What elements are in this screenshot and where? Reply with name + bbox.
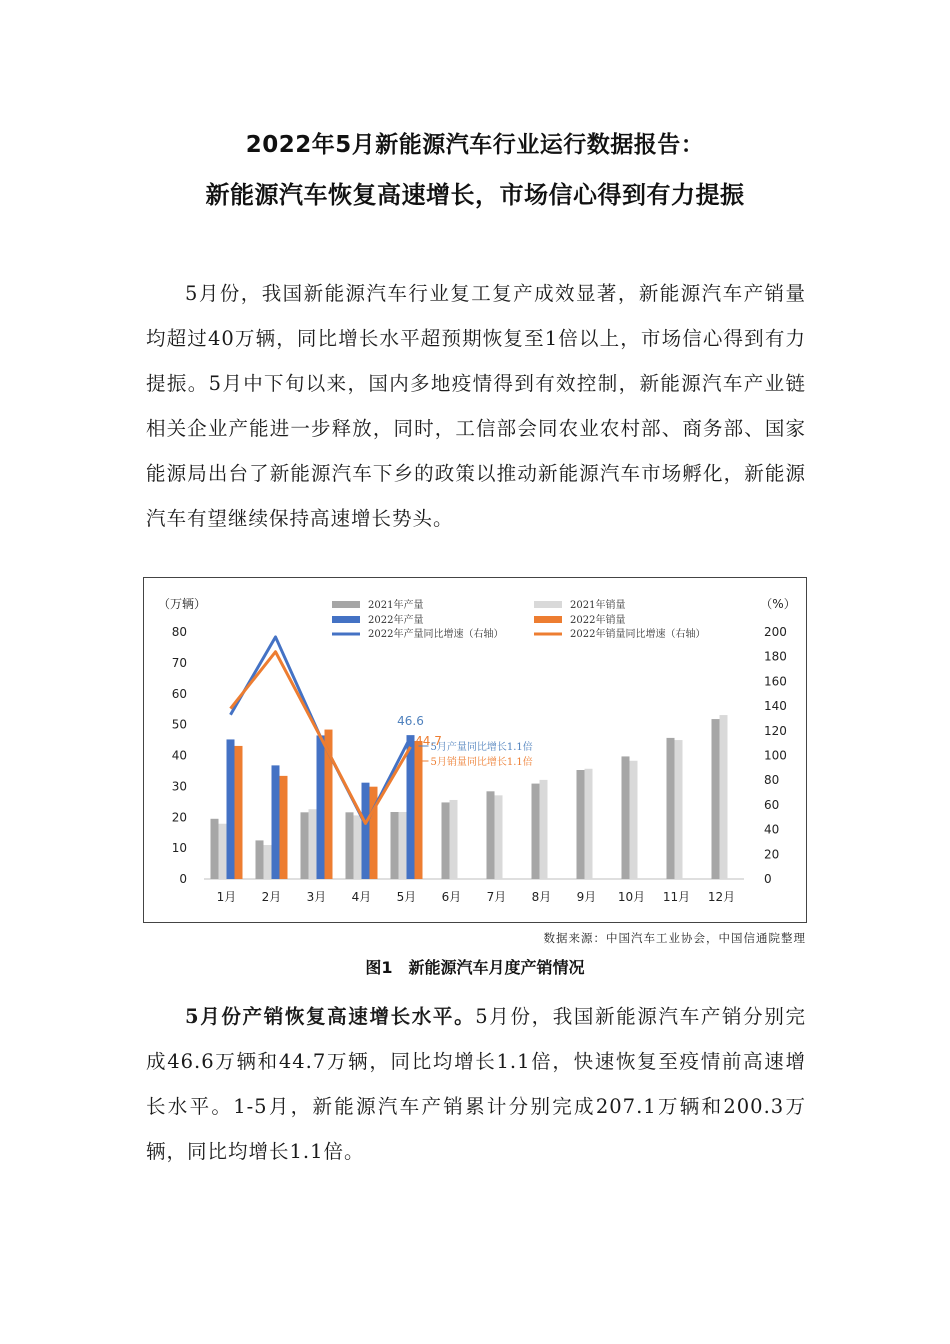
bar-2022年产量 [227,739,235,879]
annotation-text: 5月销量同比增长1.1倍 [430,757,533,768]
legend-swatch [534,616,562,623]
bar-2022年产量 [362,783,370,879]
right-axis-tick: 80 [764,773,780,788]
x-axis-tick: 4月 [351,890,372,904]
left-axis-tick: 0 [179,872,187,886]
bar-2021年产量 [667,738,675,879]
left-axis-tick: 70 [171,655,187,670]
report-title: 2022年5月新能源汽车行业运行数据报告： [245,132,705,158]
source-note: 数据来源：中国汽车工业协会，中国信通院整理 [543,931,806,945]
left-axis-tick: 40 [171,748,187,763]
x-axis-tick: 6月 [441,890,462,904]
right-axis-tick: 100 [764,748,787,763]
bar-2021年销量 [630,761,638,879]
figure-caption: 图1 新能源汽车月度产销情况 [365,958,585,977]
bar-2022年产量 [272,765,280,879]
bar-2021年销量 [495,795,503,879]
bar-2021年销量 [354,815,362,879]
bar-2021年销量 [309,809,317,879]
bar-2021年产量 [712,719,720,879]
legend-label: 2022年产量同比增速（右轴） [368,629,504,640]
production-sales-chart [144,578,808,924]
right-axis-label: （%） [760,597,796,611]
legend-label: 2022年销量同比增速（右轴） [570,629,706,640]
right-axis-tick: 140 [764,699,787,714]
bar-2021年销量 [720,715,728,879]
right-axis-tick: 200 [764,625,787,639]
x-axis-tick: 7月 [486,890,507,904]
x-axis-tick: 8月 [531,890,552,904]
bar-2021年产量 [256,840,264,879]
right-axis-tick: 120 [764,723,787,738]
bar-2021年销量 [219,824,227,879]
legend-swatch [534,601,562,608]
x-axis-tick: 11月 [662,890,691,904]
right-axis-tick: 20 [764,847,780,862]
report-subtitle: 新能源汽车恢复高速增长，市场信心得到有力提振 [205,181,745,209]
bar-2021年产量 [622,756,630,879]
x-axis-tick: 10月 [617,890,646,904]
annotation-text: 5月产量同比增长1.1倍 [430,742,533,753]
legend-swatch [332,601,360,608]
bar-2022年产量 [317,735,325,879]
bar-2022年产量 [407,735,415,879]
bar-2021年销量 [264,845,272,879]
bar-2021年产量 [346,812,354,879]
legend-label: 2021年产量 [368,600,424,611]
bar-2022年销量 [235,746,243,879]
x-axis-tick: 2月 [261,890,282,904]
summary-paragraph [146,994,806,1174]
bar-2021年销量 [399,812,407,879]
left-axis-tick: 30 [171,779,187,794]
x-axis-tick: 1月 [216,890,237,904]
bar-2021年销量 [675,740,683,879]
bar-2021年销量 [450,800,458,879]
right-axis-tick: 160 [764,674,787,689]
data-label: 44.7 [415,733,442,748]
x-axis-tick: 5月 [396,890,417,904]
x-axis-tick: 3月 [306,890,327,904]
bar-2022年销量 [415,741,423,879]
intro-paragraph: 5月份，我国新能源汽车行业复工复产成效显著，新能源汽车产销量均超过40万辆，同比增长水平超预期恢复至1倍以上，市场信心得到有力提振。5月中下旬以来，国内多地疫情得到有效控制，新能源汽车产业链相关企业产能进一步释放，同时，工信部会同农业农村部、商务部、国家能源局出台了新能源汽车下乡的政策以推动新能源汽车市场孵化，新能源汽车有望继续保持高速增长势头。 [146,282,806,530]
bar-2021年产量 [577,770,585,879]
bar-2021年产量 [442,802,450,879]
summary-text: 5月份，我国新能源汽车产销分别完成46.6万辆和44.7万辆，同比均增长1.1倍，快速恢复至疫情前高速增长水平。1-5月，新能源汽车产销累计分别完成207.1万辆和200.3万辆，同比均增长1.1倍。 [146,1005,806,1163]
x-axis-tick: 9月 [576,890,597,904]
left-axis-tick: 60 [171,686,187,701]
chart-frame [143,577,807,923]
legend-label: 2022年产量 [368,615,424,626]
left-axis-tick: 10 [171,841,187,856]
x-axis-tick: 12月 [707,890,736,904]
data-label: 46.6 [397,714,424,729]
bar-2021年产量 [391,812,399,879]
left-axis-tick: 20 [171,810,187,825]
left-axis-label: （万辆） [157,597,207,611]
legend-swatch [332,616,360,623]
right-axis-tick: 60 [764,797,780,812]
bar-2022年销量 [280,776,288,879]
bar-2021年产量 [301,812,309,879]
bar-2021年产量 [532,784,540,879]
legend-label: 2021年销量 [570,600,626,611]
summary-heading: 5月份产销恢复高速增长水平。 [185,1005,476,1028]
bar-2021年产量 [211,819,219,879]
left-axis-tick: 50 [171,717,187,732]
bar-2021年销量 [540,780,548,879]
left-axis-tick: 80 [171,625,187,639]
legend-label: 2022年销量 [570,615,626,626]
right-axis-tick: 0 [764,872,772,886]
bar-2021年销量 [585,769,593,879]
right-axis-tick: 180 [764,649,787,664]
bar-2021年产量 [487,791,495,879]
right-axis-tick: 40 [764,822,780,837]
